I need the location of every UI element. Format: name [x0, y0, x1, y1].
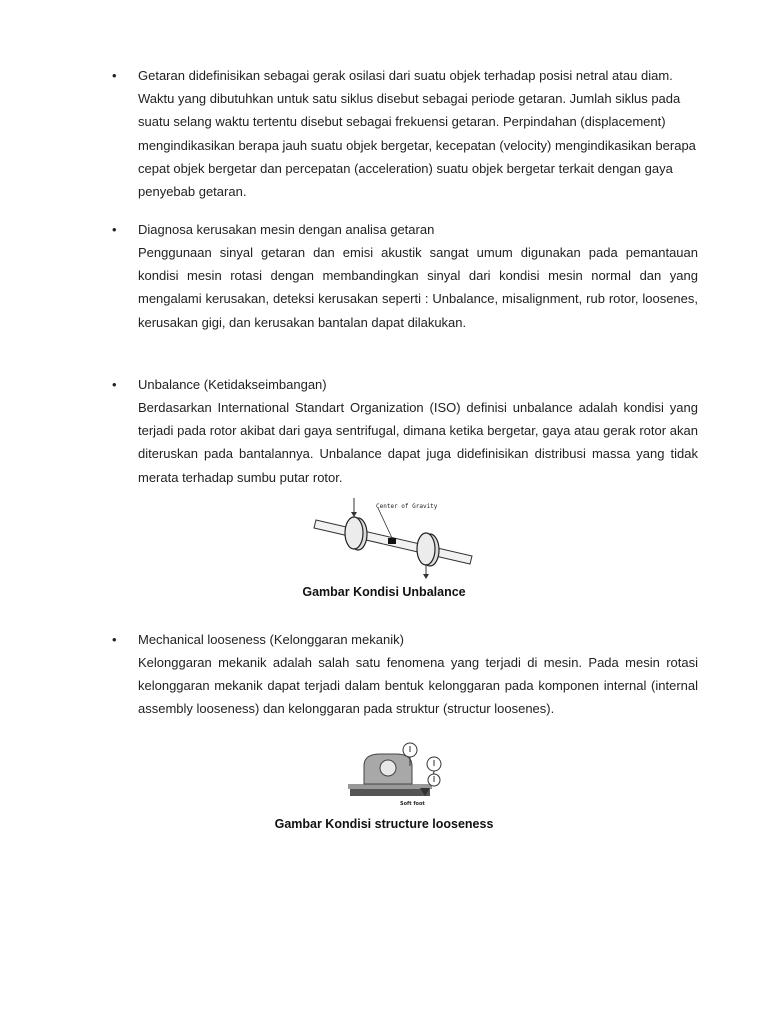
paragraph-vibration-definition: Getaran didefinisikan sebagai gerak osilasi dari suatu objek terhadap posisi netral atau diam. Waktu yang dibutuhkan untuk satu siklus disebut sebagai periode getaran. Jumlah siklus pada suatu selang waktu tertentu disebut sebagai frekuensi getaran. Perpindahan (displacement) mengindikasikan berapa jauh suatu objek bergetar, kecepatan (velocity) mengindikasikan berapa cepat objek bergetar dan percepatan (acceleration) suatu objek bergetar terkait dengan gaya penyebab getaran.: [138, 68, 696, 200]
section-diagnosis: [112, 218, 698, 334]
bullet: •: [112, 632, 117, 647]
caption-looseness: Gambar Kondisi structure looseness: [274, 817, 494, 831]
heading-diagnosis: Diagnosa kerusakan mesin dengan analisa getaran: [138, 222, 435, 237]
center-of-gravity-label: Center of Gravity: [376, 503, 438, 510]
heading-unbalance: Unbalance (Ketidakseimbangan): [138, 377, 327, 392]
caption-unbalance: Gambar Kondisi Unbalance: [302, 585, 466, 599]
bullet: •: [112, 222, 117, 237]
looseness-figure: [346, 740, 448, 808]
bullet: •: [112, 68, 117, 83]
soft-foot-label: Soft foot: [400, 801, 425, 807]
bullet: •: [112, 377, 117, 392]
heading-looseness: Mechanical looseness (Kelonggaran mekanik): [138, 632, 404, 647]
unbalance-figure: [312, 496, 476, 580]
section-vibration: [112, 64, 698, 203]
section-looseness: [112, 628, 698, 721]
paragraph-looseness: Kelonggaran mekanik adalah salah satu fenomena yang terjadi di mesin. Pada mesin rotasi kelonggaran mekanik dapat terjadi dalam bentuk kelonggaran pada komponen internal (internal assembly looseness) dan kelonggaran pada struktur (structur loosenes).: [138, 655, 698, 717]
paragraph-unbalance: Berdasarkan International Standart Organization (ISO) definisi unbalance adalah kondisi yang terjadi pada rotor akibat dari gaya sentrifugal, dimana ketika bergetar, gaya atau gerak rotor akan diteruskan pada bantalannya. Unbalance dapat juga didefinisikan distribusi massa yang tidak merata terhadap sumbu putar rotor.: [138, 400, 698, 485]
section-unbalance: [112, 373, 698, 489]
paragraph-diagnosis: Penggunaan sinyal getaran dan emisi akustik sangat umum digunakan pada pemantauan kondisi mesin rotasi dengan membandingkan sinyal dari kondisi mesin normal dan yang mengalami kerusakan, deteksi kerusakan seperti : Unbalance, misalignment, rub rotor, loosenes, kerusakan gigi, dan kerusakan bantalan dapat dilakukan.: [138, 245, 698, 330]
